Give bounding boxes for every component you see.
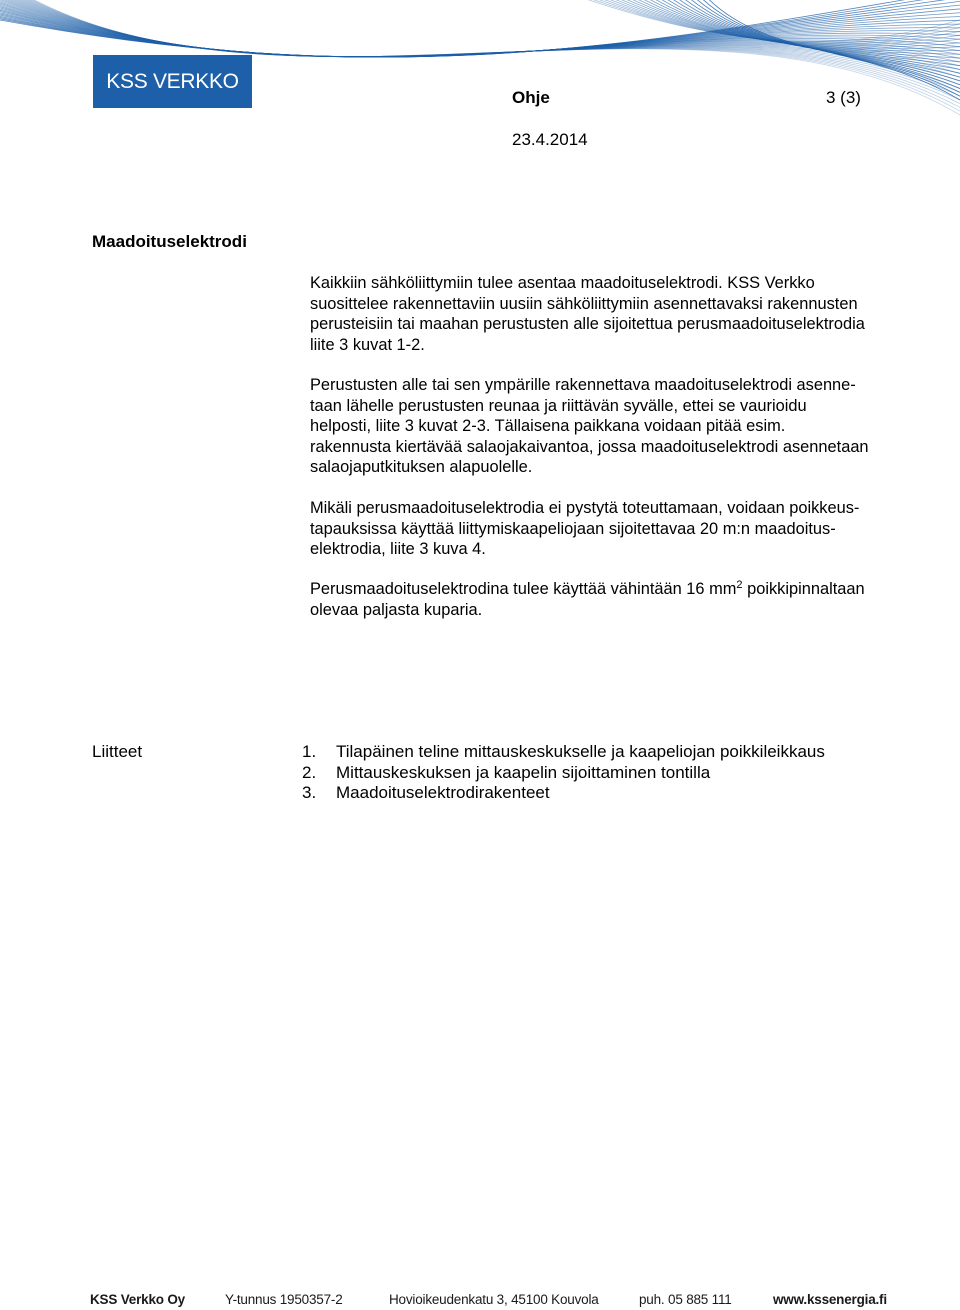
attachment-number: 1.: [302, 742, 317, 761]
text-line: rakennusta kiertävää salaojakaivantoa, jossa maadoituselektrodi asennetaan: [310, 437, 869, 456]
attachment-item: [302, 763, 825, 784]
text-line: Perustusten alle tai sen ympärille rakennettava maadoituselektrodi asenne-: [310, 376, 856, 394]
attachment-title: Tilapäinen teline mittauskeskukselle ja kaapeliojan poikkileikkaus: [336, 742, 825, 761]
text-line: perusteisiin tai maahan perustusten alle sijoitettua perusmaadoituselektrodia: [310, 315, 865, 333]
attachments-label: Liitteet: [92, 742, 143, 761]
text-line: elektrodia, liite 3 kuva 4.: [310, 540, 486, 558]
text-line: Kaikkiin sähköliittymiin tulee asentaa maadoituselektrodi. KSS Verkko: [310, 274, 815, 292]
superscript: 2: [736, 579, 743, 591]
paragraph-exception: [310, 498, 925, 560]
section-title: Maadoituselektrodi: [92, 232, 247, 251]
page-number: 3 (3): [826, 88, 861, 107]
paragraph-recommendation: [310, 273, 925, 355]
company-logo: [93, 55, 252, 108]
text-segment: poikkipinnaltaan: [742, 580, 865, 598]
attachments-list: [302, 742, 825, 804]
text-segment: Perusmaadoituselektrodina tulee käyttää vähintään 16 mm: [310, 580, 737, 598]
wave-line: [0, 13, 960, 57]
paragraph-material: [310, 579, 925, 620]
text-line: helposti, liite 3 kuvat 2-3. Tällaisena paikkana voidaan pitää esim.: [310, 417, 786, 435]
text-line: liite 3 kuvat 1-2.: [310, 335, 425, 354]
text-line: salaojaputkituksen alapuolelle.: [310, 458, 533, 476]
attachment-number: 2.: [302, 762, 317, 782]
text-line: [310, 579, 925, 600]
paragraph-installation: [310, 375, 925, 478]
footer-company: KSS Verkko Oy: [90, 1292, 185, 1307]
text-line: suosittelee rakennettaviin uusiin sähköliittymiin asennettavaksi rakennusten: [310, 294, 858, 313]
text-line: olevaa paljasta kuparia.: [310, 600, 483, 619]
attachment-item: [302, 742, 825, 763]
attachment-title: Mittauskeskuksen ja kaapelin sijoittaminen tontilla: [336, 762, 711, 782]
text-line: taan lähelle perustusten reunaa ja riittävän syvälle, ettei se vaurioidu: [310, 396, 807, 415]
footer-address: Hovioikeudenkatu 3, 45100 Kouvola: [389, 1292, 599, 1307]
footer-website: www.kssenergia.fi: [773, 1292, 887, 1307]
attachment-title: Maadoituselektrodirakenteet: [336, 783, 550, 802]
logo-text: KSS VERKKO: [106, 70, 239, 93]
footer-business-id: Y-tunnus 1950357-2: [225, 1292, 343, 1307]
text-line: tapauksissa käyttää liittymiskaapeliojaan sijoitettavaa 20 m:n maadoitus-: [310, 519, 836, 538]
text-line: Mikäli perusmaadoituselektrodia ei pystytä toteuttamaan, voidaan poikkeus-: [310, 499, 860, 517]
document-date: 23.4.2014: [512, 130, 588, 149]
footer-phone: puh. 05 885 111: [639, 1292, 732, 1307]
document-type: Ohje: [512, 88, 550, 107]
attachment-number: 3.: [302, 783, 317, 802]
attachment-item: [302, 783, 825, 804]
